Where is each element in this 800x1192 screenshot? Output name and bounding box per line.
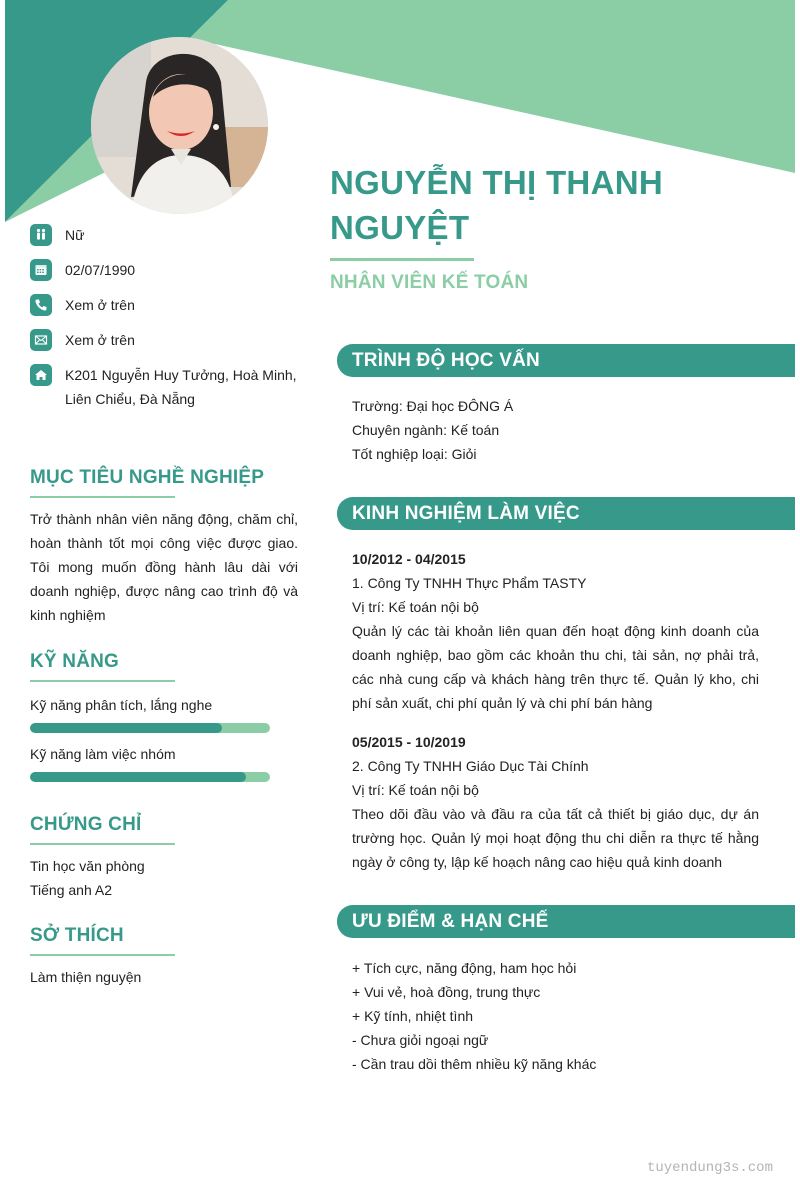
- phone-icon: [30, 294, 52, 316]
- job-company: 2. Công Ty TNHH Giáo Dục Tài Chính: [352, 758, 589, 774]
- job-date: 05/2015 - 10/2019: [352, 734, 466, 750]
- education-heading: TRÌNH ĐỘ HỌC VẤN: [337, 344, 795, 377]
- contact-address: [30, 364, 310, 411]
- phone-value: Xem ở trên: [65, 297, 135, 313]
- name-underline: [330, 258, 474, 261]
- strengths-body: [337, 956, 795, 1076]
- education-major: Chuyên ngành: Kế toán: [352, 422, 500, 438]
- education-grade: Tốt nghiệp loại: Giỏi: [352, 446, 477, 462]
- skill-label: Kỹ năng làm việc nhóm: [30, 746, 176, 762]
- skills-heading: KỸ NĂNG: [30, 651, 120, 672]
- job-position: Vị trí: Kế toán nội bộ: [352, 599, 479, 615]
- name-block: [330, 160, 770, 294]
- skill-progress-bar: [30, 772, 270, 782]
- skills-heading-rule: [30, 680, 175, 682]
- objective-text: Trở thành nhân viên năng động, chăm chỉ, hoàn thành tốt mọi công việc được giao. Tôi mong muốn đồng hành lâu dài với doanh nghiệp, được nâng cao trình độ và kinh nghiệm: [30, 511, 298, 623]
- job-position: Vị trí: Kế toán nội bộ: [352, 782, 479, 798]
- job-company: 1. Công Ty TNHH Thực Phẩm TASTY: [352, 575, 587, 591]
- watermark: tuyendung3s.com: [646, 1160, 773, 1176]
- job-description: Quản lý các tài khoản liên quan đến hoạt động kinh doanh của doanh nghiệp, bao gồm các khoản thu chi, tài sản, nợ phải trả, các nhà cung cấp và khách hàng trên thực tế. Quản lý kho, chi phí sản xuất, chi phí quản lý và chi phí bán hàng: [352, 623, 759, 711]
- certificates-heading: CHỨNG CHỈ: [30, 814, 142, 835]
- skill-progress-bar: [30, 723, 270, 733]
- strength-item: + Tích cực, năng động, ham học hỏi: [352, 960, 577, 976]
- contact-gender: [30, 224, 310, 247]
- full-name: [330, 160, 770, 250]
- email-icon: [30, 329, 52, 351]
- experience-heading: KINH NGHIỆM LÀM VIỆC: [337, 497, 795, 530]
- calendar-icon: [30, 259, 52, 281]
- job-title: NHÂN VIÊN KẾ TOÁN: [330, 272, 529, 293]
- skill-progress-fill: [30, 723, 222, 733]
- weakness-item: - Chưa giỏi ngoại ngữ: [352, 1032, 489, 1048]
- objective-section: [30, 466, 298, 627]
- skill-progress-fill: [30, 772, 246, 782]
- address-value: K201 Nguyễn Huy Tưởng, Hoà Minh, Liên Chiểu, Đà Nẵng: [65, 367, 297, 407]
- contact-birthday: [30, 259, 310, 282]
- hobbies-heading: SỞ THÍCH: [30, 925, 124, 946]
- education-body: [337, 394, 795, 466]
- weakness-item: - Cần trau dồi thêm nhiều kỹ năng khác: [352, 1056, 597, 1072]
- contact-info: [30, 224, 310, 423]
- skills-section: [30, 650, 298, 782]
- objective-heading: MỤC TIÊU NGHỀ NGHIỆP: [30, 467, 265, 488]
- education-section: [337, 344, 795, 466]
- job-entry: [352, 730, 759, 874]
- experience-body: [337, 547, 795, 874]
- contact-phone: [30, 294, 310, 317]
- hobbies-list: [30, 965, 298, 989]
- hobbies-section: [30, 924, 298, 989]
- profile-photo: [91, 37, 268, 214]
- portrait-illustration: [91, 37, 268, 214]
- certificate-item: Tiếng anh A2: [30, 882, 112, 898]
- job-description: Theo dõi đầu vào và đầu ra của tất cả thiết bị giáo dục, dự án trường học. Quản lý mọi hoạt động thu chi diễn ra thực tế hằng ngày ở công ty, lập kế hoạch nâng cao hiệu quả kinh doanh: [352, 806, 759, 870]
- job-date: 10/2012 - 04/2015: [352, 551, 466, 567]
- strength-item: + Kỹ tính, nhiệt tình: [352, 1008, 474, 1024]
- email-value: Xem ở trên: [65, 332, 135, 348]
- hobby-item: Làm thiện nguyện: [30, 969, 142, 985]
- experience-section: [337, 497, 795, 874]
- contact-email: [30, 329, 310, 352]
- gender-icon: [30, 224, 52, 246]
- full-name-line-1: NGUYỄN THỊ THANH: [330, 164, 663, 201]
- skill-label: Kỹ năng phân tích, lắng nghe: [30, 697, 213, 713]
- certificates-heading-rule: [30, 843, 175, 845]
- strengths-heading: ƯU ĐIỂM & HẠN CHẾ: [337, 905, 795, 938]
- strengths-section: [337, 905, 795, 1076]
- birthday-value: 02/07/1990: [65, 262, 136, 278]
- certificate-item: Tin học văn phòng: [30, 858, 145, 874]
- certificates-section: [30, 813, 298, 902]
- hobbies-heading-rule: [30, 954, 175, 956]
- job-entry: [352, 547, 759, 715]
- full-name-line-2: NGUYỆT: [330, 209, 470, 246]
- home-icon: [30, 364, 52, 386]
- strength-item: + Vui vẻ, hoà đồng, trung thực: [352, 984, 541, 1000]
- objective-heading-rule: [30, 496, 175, 498]
- certificates-list: [30, 854, 298, 902]
- education-school: Trường: Đại học ĐÔNG Á: [352, 398, 514, 414]
- gender-value: Nữ: [65, 227, 85, 243]
